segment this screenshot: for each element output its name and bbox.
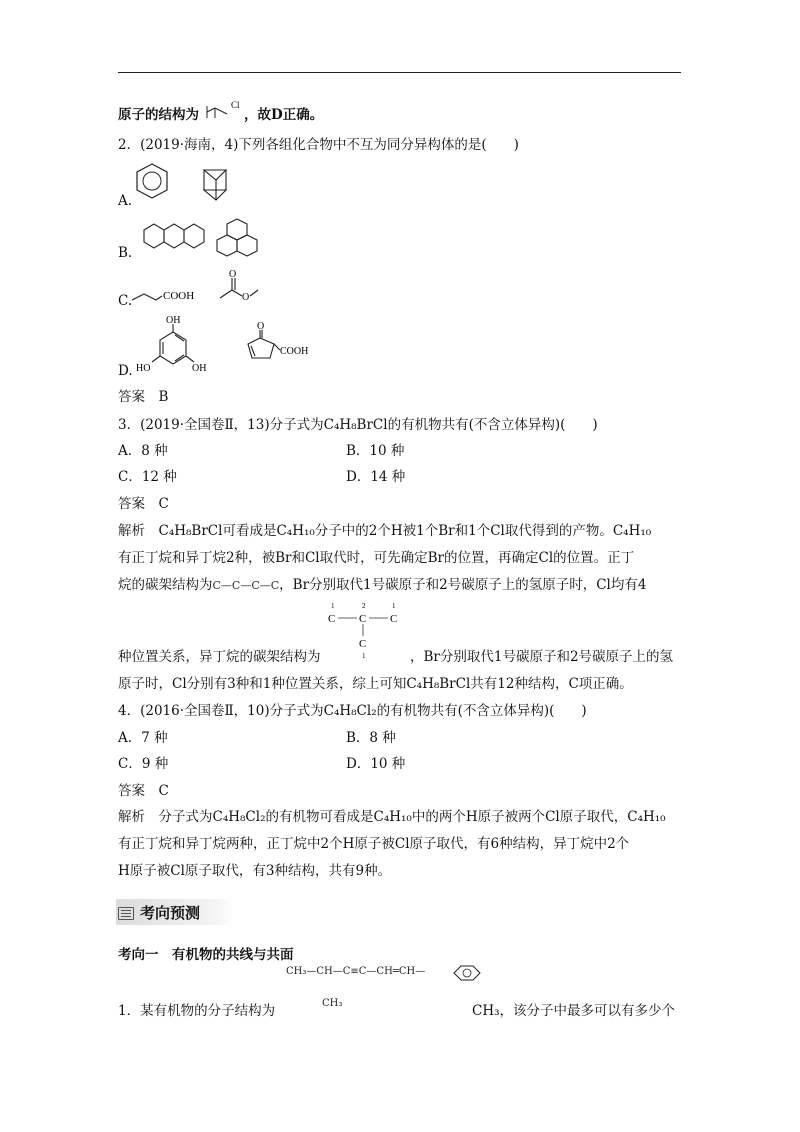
q1-stem-suffix: CH₃，该分子中最多可以有多少个 <box>472 1003 676 1019</box>
q4-option-d: D．10 种 <box>346 756 406 772</box>
q4-option-a: A．7 种 <box>118 730 168 746</box>
q2-option-b: B. <box>118 245 133 261</box>
svg-text:C: C <box>359 638 367 650</box>
svg-text:C: C <box>390 613 398 625</box>
q3-option-a: A．8 种 <box>118 443 168 459</box>
prismane <box>204 170 226 200</box>
q4-analysis-2: 有正丁烷和异丁烷两种，正丁烷中2个H原子被Cl原子取代，有6种结构，异丁烷中2个 <box>118 836 630 852</box>
svg-text:2: 2 <box>362 602 366 610</box>
q4-option-b: B．8 种 <box>346 730 396 746</box>
svg-text:C: C <box>359 613 367 625</box>
q3-analysis-3: 烷的碳架结构为C—C—C—C，Br分别取代1号碳原子和2号碳原子上的氢原子时，Cl均有4 <box>118 577 647 593</box>
q2-stem: 2．(2019·海南，4)下列各组化合物中不互为同分异构体的是( ) <box>118 137 519 153</box>
benzene-inner-circle <box>143 172 161 190</box>
isobutane-skeleton <box>322 600 406 662</box>
top-line-text: 原子的结构为 <box>118 107 199 123</box>
chloro-structure <box>205 96 245 120</box>
d-o: O <box>257 321 265 332</box>
d-ho: HO <box>136 363 151 374</box>
svg-text:1: 1 <box>392 602 396 610</box>
section-document-icon <box>118 907 134 920</box>
q2-b-structures <box>132 218 262 264</box>
q3-analysis-4b: ，Br分别取代1号碳原子和2号碳原子上的氢 <box>410 649 674 665</box>
phenalene-like <box>217 219 257 256</box>
q3-analysis-2: 有正丁烷和异丁烷2种，被Br和Cl取代时，可先确定Br的位置，再确定Cl的位置。正丁 <box>118 550 635 566</box>
svg-text:1: 1 <box>331 602 335 610</box>
c-o-ester: O <box>242 292 250 303</box>
q3-stem: 3．(2019·全国卷Ⅱ，13)分子式为C₄H₈BrCl的有机物共有(不含立体异构)( ) <box>118 417 598 433</box>
q4-answer: 答案 C <box>118 783 169 799</box>
q3-analysis-4a: 种位置关系，异丁烷的碳架结构为 <box>118 649 321 665</box>
q4-stem: 4．(2016·全国卷Ⅱ，10)分子式为C₄H₈Cl₂的有机物共有(不含立体异构)( ) <box>118 703 587 719</box>
propanoic-chain <box>132 294 162 300</box>
section-title: 考向预测 <box>140 904 201 922</box>
c-cooh-label: COOH <box>163 290 195 302</box>
d-oh-top: OH <box>166 315 181 326</box>
q3-option-d: D．14 种 <box>346 469 406 485</box>
q1-phenyl-ring <box>446 962 486 984</box>
q4-option-c: C．9 种 <box>118 756 169 772</box>
butane-chain: C—C—C—C <box>212 579 280 592</box>
q4-analysis-1: 解析 分子式为C₄H₈Cl₂的有机物可看成是C₄H₁₀中的两个H原子被两个Cl原子取代，C₄H₁₀ <box>118 809 666 825</box>
d-oh-right: OH <box>192 363 207 374</box>
q2-option-c: C. <box>118 293 133 309</box>
q3-answer: 答案 C <box>118 496 169 512</box>
svg-text:1: 1 <box>362 652 366 660</box>
q4-analysis-3: H原子被Cl原子取代，有3种结构，共有9种。 <box>118 863 392 879</box>
q1-stem-prefix: 1．某有机物的分子结构为 <box>118 1003 276 1019</box>
header-rule <box>118 72 681 73</box>
q2-option-d: D. <box>118 363 133 379</box>
d-cooh: COOH <box>280 346 309 357</box>
q2-option-a: A. <box>118 193 133 209</box>
methyl-acetate <box>220 278 258 298</box>
q2-c-structures <box>128 268 278 308</box>
q3-option-b: B．10 种 <box>346 443 405 459</box>
benzene-ring <box>137 164 167 198</box>
anthracene-like <box>144 224 204 248</box>
cyclopentenone <box>248 330 280 358</box>
q2-d-structures <box>128 312 328 378</box>
q2-a-structures <box>132 160 242 208</box>
section-subtitle: 考向一 有机物的共线与共面 <box>118 947 294 963</box>
phloroglucinol <box>152 324 194 364</box>
q1-ch3-branch: CH₃ <box>322 998 343 1009</box>
c-o-top: O <box>229 269 237 280</box>
svg-text:C: C <box>328 613 336 625</box>
q3-analysis-1: 解析 C₄H₈BrCl可看成是C₄H₁₀分子中的2个H被1个Br和1个Cl取代得到的产物。C₄H₁₀ <box>118 523 652 539</box>
q2-answer: 答案 B <box>118 389 169 405</box>
top-line-suffix: ，故D正确。 <box>244 107 324 123</box>
cl-label: Cl <box>231 100 240 110</box>
q3-option-c: C．12 种 <box>118 469 177 485</box>
q3-analysis-5: 原子时，Cl分别有3种和1种位置关系，综上可知C₄H₈BrCl共有12种结构，C项正确。 <box>118 676 633 692</box>
q1-structure-chain: CH₃—CH—C≡C—CH═CH— <box>286 966 426 977</box>
